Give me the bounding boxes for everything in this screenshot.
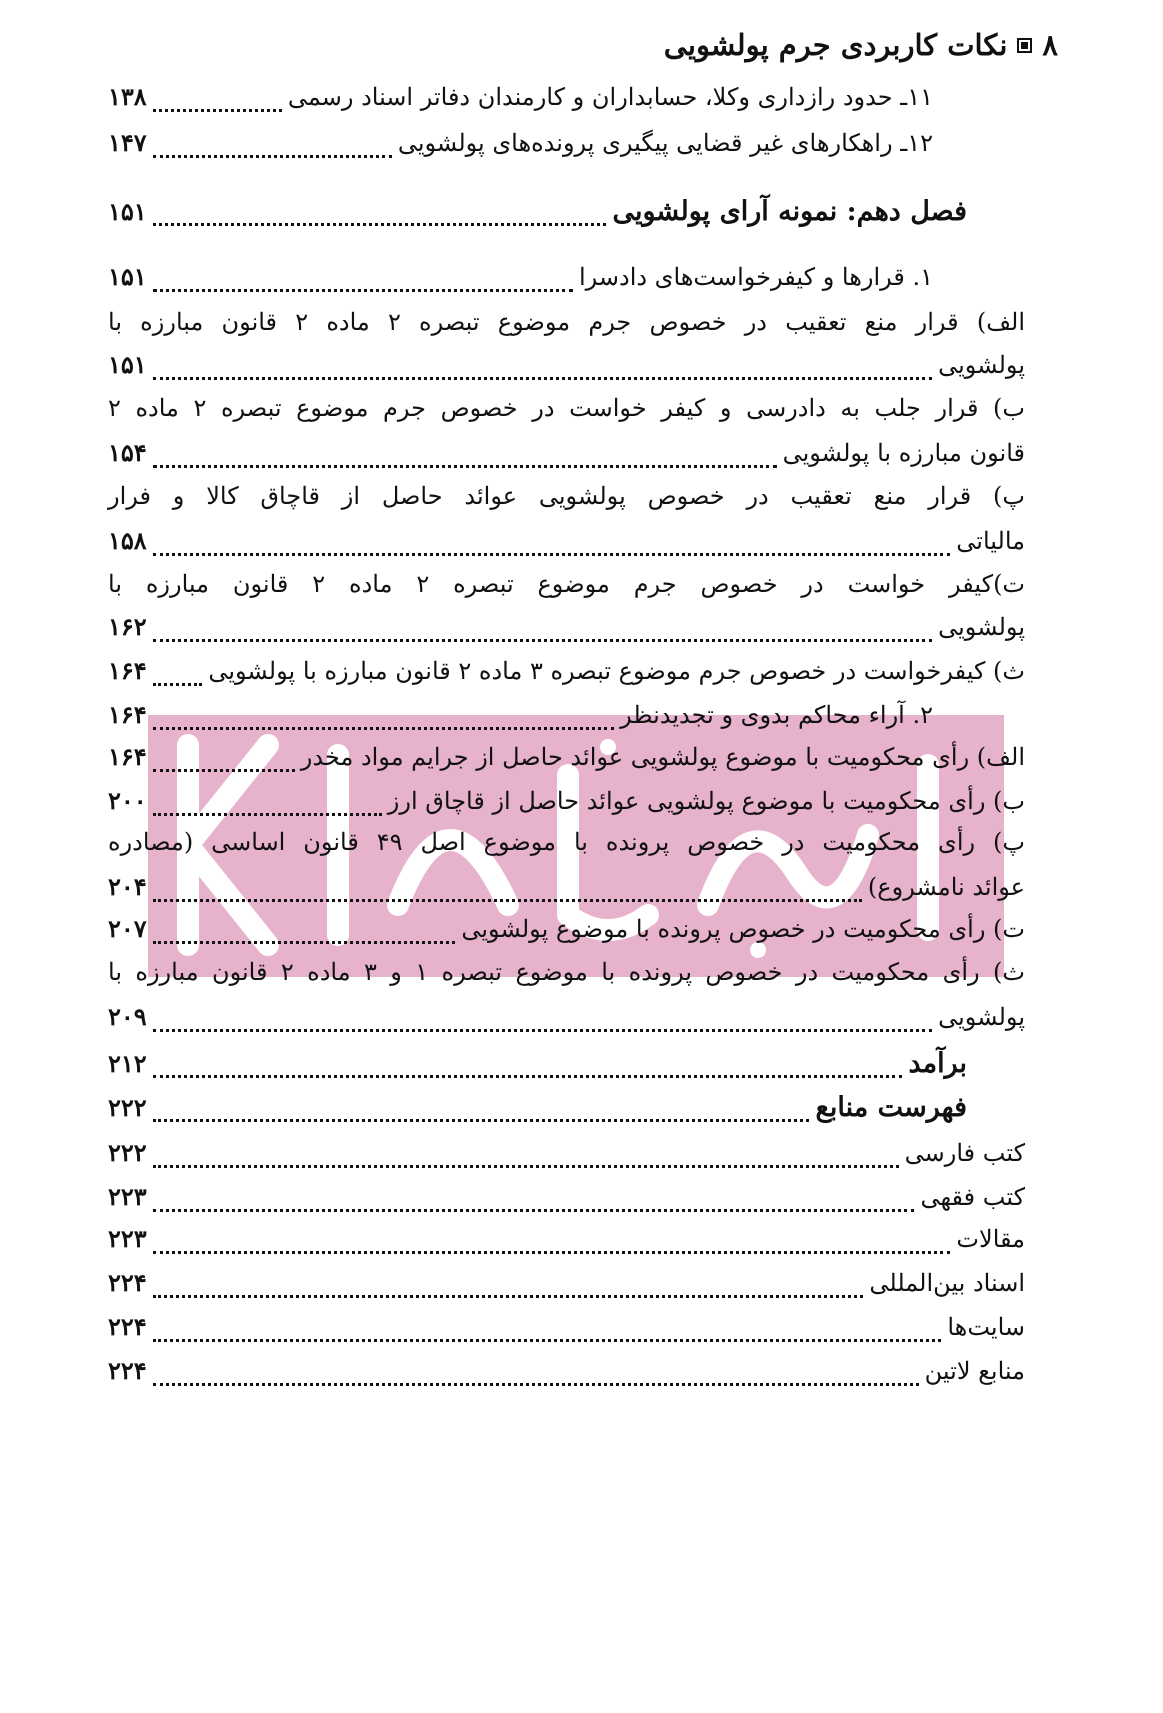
dot-leader xyxy=(153,465,777,468)
toc-entry-text: ب) قرار جلب به دادرسی و کیفر خواست در خصوص جرم موضوع تبصره ۲ ماده ۲ xyxy=(108,394,1025,422)
dot-leader xyxy=(153,1383,919,1386)
dot-leader xyxy=(153,377,932,380)
dot-leader xyxy=(153,155,392,158)
toc-page-number: ۲۲۲ xyxy=(108,1093,147,1122)
toc-page-number: ۱۵۱ xyxy=(108,350,147,379)
toc-entry-text: الف) رأی محکومیت با موضوع پولشویی عوائد حاصل از جرایم مواد مخدر xyxy=(300,743,1025,771)
dot-leader xyxy=(153,1209,915,1212)
toc-entry-text: پولشویی xyxy=(938,351,1025,379)
toc-row xyxy=(108,1092,967,1132)
toc-row xyxy=(108,612,1025,652)
toc-row xyxy=(108,1312,1025,1352)
toc-page-number: ۲۰۰ xyxy=(108,786,147,815)
dot-leader xyxy=(153,1165,899,1168)
toc-row xyxy=(108,1268,1025,1308)
toc-row xyxy=(108,1048,967,1088)
toc-entry-text: ۱۲ـ راهکارهای غیر قضایی پیگیری پرونده‌های پولشویی xyxy=(397,129,933,157)
toc-page-number: ۱۶۴ xyxy=(108,656,147,685)
toc-chapter-row xyxy=(108,196,967,236)
toc-page-number: ۲۰۴ xyxy=(108,872,147,901)
toc-entry-text: قانون مبارزه با پولشویی xyxy=(782,439,1025,467)
dot-leader xyxy=(153,1075,903,1078)
toc-page-number: ۲۲۲ xyxy=(108,1138,147,1167)
toc-row xyxy=(108,1356,1025,1396)
square-bullet-icon xyxy=(1017,38,1032,53)
dot-leader xyxy=(153,813,382,816)
header-title: نکات کاربردی جرم پولشویی xyxy=(663,28,1008,62)
toc-page-number: ۱۵۱ xyxy=(108,262,147,291)
toc-row xyxy=(108,350,1025,390)
dot-leader xyxy=(153,727,614,730)
toc-entry-text: پولشویی xyxy=(938,1003,1025,1031)
toc-entry-text: ۲. آراء محاکم بدوی و تجدیدنظر xyxy=(620,701,933,729)
toc-row xyxy=(108,656,1025,696)
toc-row xyxy=(108,128,933,168)
toc-entry-text: ب) رأی محکومیت با موضوع پولشویی عوائد حاصل از قاچاق ارز xyxy=(387,787,1025,815)
dot-leader xyxy=(153,769,295,772)
dot-leader xyxy=(153,1119,810,1122)
dot-leader xyxy=(153,1295,864,1298)
toc-entry-text: مالیاتی xyxy=(956,527,1025,555)
toc-page-number: ۲۲۴ xyxy=(108,1312,147,1341)
dot-leader xyxy=(153,1029,932,1032)
toc-entry-text: فصل دهم: نمونه آرای پولشویی xyxy=(612,196,967,227)
toc-page-number: ۲۲۳ xyxy=(108,1224,147,1253)
dot-leader xyxy=(153,223,607,226)
toc-page-number: ۱۵۴ xyxy=(108,438,147,467)
toc-entry-text: ۱۱ـ حدود رازداری وکلا، حسابداران و کارمندان دفاتر اسناد رسمی xyxy=(287,83,933,111)
toc-entry-text: ث) کیفرخواست در خصوص جرم موضوع تبصره ۳ ماده ۲ قانون مبارزه با پولشویی xyxy=(208,657,1025,685)
toc-entry-text: ۱. قرارها و کیفرخواست‌های دادسرا xyxy=(578,263,933,291)
dot-leader xyxy=(153,683,203,686)
toc-entry-text: کتب فقهی xyxy=(920,1183,1025,1211)
dot-leader xyxy=(153,1251,951,1254)
running-header xyxy=(664,28,1058,62)
toc-entry-text: اسناد بین‌المللی xyxy=(869,1269,1025,1297)
toc-entry-text: الف) قرار منع تعقیب در خصوص جرم موضوع تبصره ۲ ماده ۲ قانون مبارزه با xyxy=(108,308,1026,336)
toc-entry-text: کتب فارسی xyxy=(904,1139,1025,1167)
toc-entry-text: عوائد نامشروع) xyxy=(867,873,1025,901)
toc-row xyxy=(108,700,933,740)
toc-entry-text: ت)کیفر خواست در خصوص جرم موضوع تبصره ۲ ماده ۲ قانون مبارزه با xyxy=(108,570,1026,598)
toc-row xyxy=(108,1182,1025,1222)
toc-row xyxy=(108,1138,1025,1178)
toc-page-number: ۲۲۴ xyxy=(108,1356,147,1385)
toc-page-number: ۲۱۲ xyxy=(108,1049,147,1078)
toc-page-number: ۱۶۴ xyxy=(108,742,147,771)
dot-leader xyxy=(153,109,282,112)
toc-row xyxy=(108,1224,1025,1264)
toc-row xyxy=(108,262,933,302)
header-page-number: ۸ xyxy=(1042,28,1058,62)
toc-entry-text: سایت‌ها xyxy=(947,1313,1025,1341)
toc-entry-text: ث) رأی محکومیت در خصوص پرونده با موضوع تبصره ۱ و ۳ ماده ۲ قانون مبارزه با xyxy=(108,958,1025,986)
toc-page-number: ۱۵۸ xyxy=(108,526,147,555)
toc-row xyxy=(108,742,1025,782)
toc-row xyxy=(108,1002,1025,1042)
toc-entry-text: برآمد xyxy=(908,1048,967,1079)
toc-row xyxy=(108,786,1025,826)
dot-leader xyxy=(153,899,862,902)
toc-entry-text: فهرست منابع xyxy=(815,1092,967,1123)
toc-row xyxy=(108,872,1025,912)
toc-page-number: ۱۶۲ xyxy=(108,612,147,641)
toc-row xyxy=(108,82,933,122)
toc-page-number: ۱۴۷ xyxy=(108,128,147,157)
toc-entry-text: مقالات xyxy=(956,1225,1025,1253)
toc-row xyxy=(108,914,1025,954)
toc-page-number: ۱۶۴ xyxy=(108,700,147,729)
toc-entry-text: پ) قرار منع تعقیب در خصوص پولشویی عوائد حاصل از قاچاق کالا و فرار xyxy=(108,482,1025,510)
dot-leader xyxy=(153,553,951,556)
toc-page-number: ۲۰۷ xyxy=(108,914,147,943)
dot-leader xyxy=(153,639,932,642)
toc-page-number: ۱۳۸ xyxy=(108,82,147,111)
toc-entry-text: ت) رأی محکومیت در خصوص پرونده با موضوع پولشویی xyxy=(461,915,1025,943)
dot-leader xyxy=(153,1339,942,1342)
toc-entry-text: پ) رأی محکومیت در خصوص پرونده با موضوع اصل ۴۹ قانون اساسی (مصادره xyxy=(108,828,1025,856)
toc-row xyxy=(108,438,1025,478)
dot-leader xyxy=(153,941,456,944)
toc-page-number: ۱۵۱ xyxy=(108,197,147,226)
toc-row xyxy=(108,526,1025,566)
toc-entry-text: پولشویی xyxy=(938,613,1025,641)
dot-leader xyxy=(153,289,573,292)
toc-page-number: ۲۰۹ xyxy=(108,1002,147,1031)
toc-entry-text: منابع لاتین xyxy=(924,1357,1025,1385)
toc-page-number: ۲۲۴ xyxy=(108,1268,147,1297)
toc-page-number: ۲۲۳ xyxy=(108,1182,147,1211)
